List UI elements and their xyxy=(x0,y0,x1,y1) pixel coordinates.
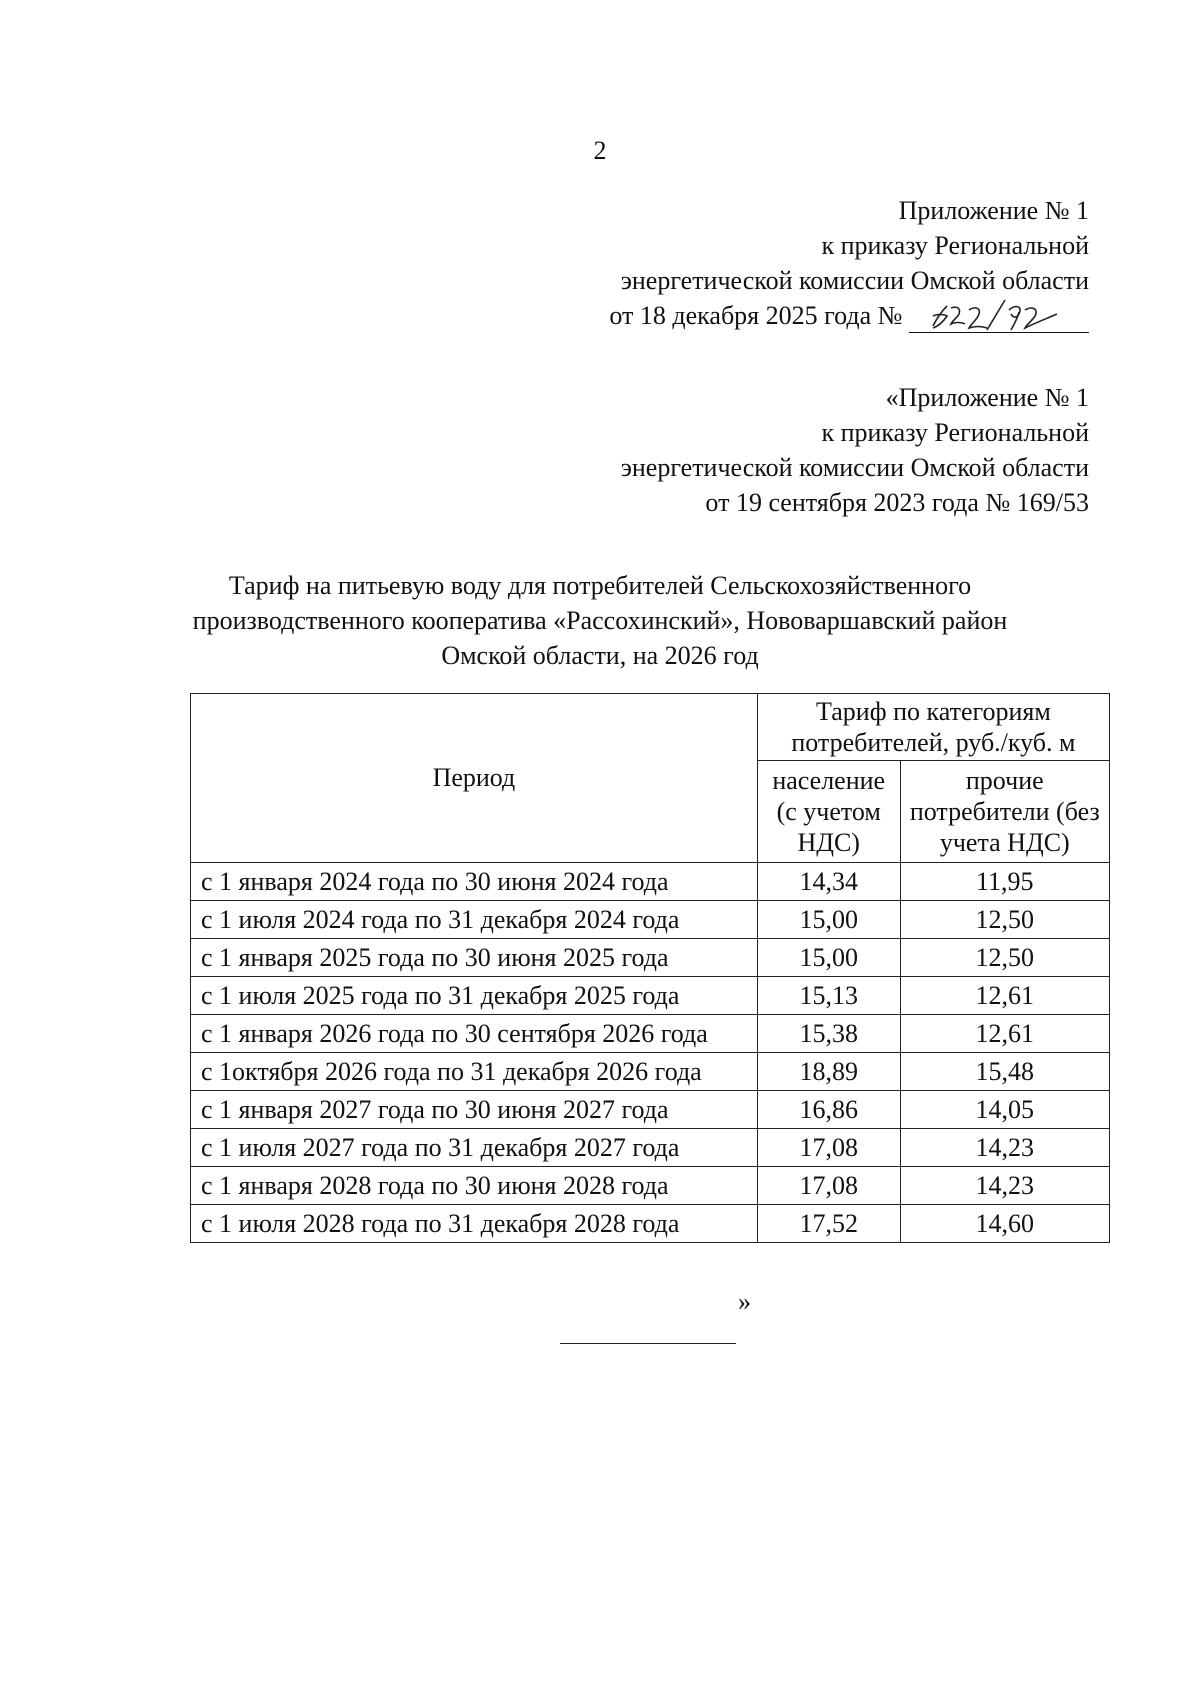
table-row xyxy=(191,901,1110,939)
header-other-consumers: прочие потребители (без учета НДС) xyxy=(900,761,1109,863)
table-row xyxy=(191,1091,1110,1129)
row-population-tariff: 15,13 xyxy=(757,977,900,1015)
title-line: Тариф на питьевую воду для потребителей Сельскохозяйственного xyxy=(228,571,972,600)
row-other-tariff: 14,05 xyxy=(900,1091,1109,1129)
annex-line: Приложение № 1 xyxy=(898,196,1089,225)
row-other-tariff: 11,95 xyxy=(900,863,1109,901)
row-population-tariff: 17,08 xyxy=(757,1129,900,1167)
title-line: производственного кооператива «Рассохинский», Нововаршавский район xyxy=(192,606,1008,635)
row-period: с 1 июля 2024 года по 31 декабря 2024 года xyxy=(191,901,758,939)
header-period: Период xyxy=(191,694,758,863)
annex-line: от 19 сентября 2023 года № 169/53 xyxy=(705,488,1089,517)
annex-line: к приказу Региональной xyxy=(821,231,1089,260)
row-other-tariff: 15,48 xyxy=(900,1053,1109,1091)
handwritten-order-number xyxy=(909,302,1089,333)
annex-line: к приказу Региональной xyxy=(821,418,1089,447)
row-period: с 1 июля 2025 года по 31 декабря 2025 года xyxy=(191,977,758,1015)
end-divider xyxy=(560,1343,736,1344)
row-period: с 1 января 2026 года по 30 сентября 2026 года xyxy=(191,1015,758,1053)
table-row xyxy=(191,1129,1110,1167)
handwritten-signature-number xyxy=(927,296,1067,336)
table-row xyxy=(191,977,1110,1015)
table-row xyxy=(191,939,1110,977)
row-other-tariff: 14,23 xyxy=(900,1167,1109,1205)
row-other-tariff: 14,60 xyxy=(900,1205,1109,1243)
row-population-tariff: 14,34 xyxy=(757,863,900,901)
table-row xyxy=(191,1015,1110,1053)
tariff-table xyxy=(190,693,1110,1243)
row-other-tariff: 12,61 xyxy=(900,1015,1109,1053)
annex-header-original xyxy=(621,380,1089,520)
row-other-tariff: 14,23 xyxy=(900,1129,1109,1167)
annex-line: «Приложение № 1 xyxy=(885,383,1089,412)
row-period: с 1 января 2028 года по 30 июня 2028 года xyxy=(191,1167,758,1205)
row-population-tariff: 15,00 xyxy=(757,901,900,939)
row-population-tariff: 15,38 xyxy=(757,1015,900,1053)
row-population-tariff: 17,08 xyxy=(757,1167,900,1205)
row-period: с 1октября 2026 года по 31 декабря 2026 года xyxy=(191,1053,758,1091)
closing-quote: » xyxy=(738,1287,751,1316)
annex-line: энергетической комиссии Омской области xyxy=(620,453,1089,482)
row-period: с 1 июля 2027 года по 31 декабря 2027 года xyxy=(191,1129,758,1167)
row-other-tariff: 12,50 xyxy=(900,901,1109,939)
row-period: с 1 января 2025 года по 30 июня 2025 года xyxy=(191,939,758,977)
row-period: с 1 января 2027 года по 30 июня 2027 года xyxy=(191,1091,758,1129)
row-other-tariff: 12,50 xyxy=(900,939,1109,977)
table-row xyxy=(191,1205,1110,1243)
row-population-tariff: 15,00 xyxy=(757,939,900,977)
header-tariff-group: Тариф по категориям потребителей, руб./куб. м xyxy=(757,694,1109,761)
table-row xyxy=(191,1167,1110,1205)
annex-date-prefix: от 18 декабря 2025 года № xyxy=(609,301,903,330)
header-population: население (с учетом НДС) xyxy=(757,761,900,863)
row-population-tariff: 16,86 xyxy=(757,1091,900,1129)
row-population-tariff: 18,89 xyxy=(757,1053,900,1091)
row-other-tariff: 12,61 xyxy=(900,977,1109,1015)
annex-date-line xyxy=(609,298,1089,333)
row-period: с 1 июля 2028 года по 31 декабря 2028 года xyxy=(191,1205,758,1243)
title-line: Омской области, на 2026 год xyxy=(441,641,759,670)
table-row xyxy=(191,863,1110,901)
annex-header-current xyxy=(609,193,1089,333)
annex-line: энергетической комиссии Омской области xyxy=(620,266,1089,295)
page-number: 2 xyxy=(593,136,607,165)
table-row xyxy=(191,1053,1110,1091)
row-population-tariff: 17,52 xyxy=(757,1205,900,1243)
document-title xyxy=(150,568,1050,673)
row-period: с 1 января 2024 года по 30 июня 2024 года xyxy=(191,863,758,901)
